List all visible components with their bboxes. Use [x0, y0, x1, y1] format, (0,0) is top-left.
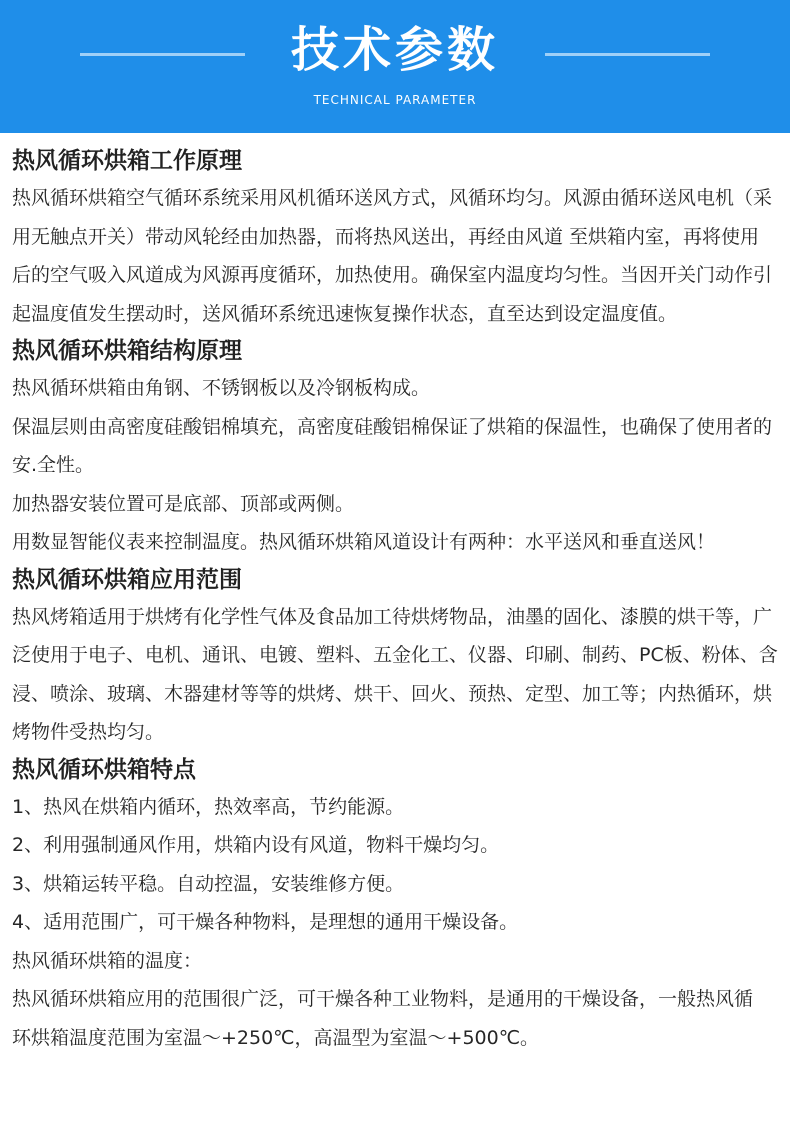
feature-item: 4、适用范围广，可干燥各种物料，是理想的通用干燥设备。 [12, 911, 519, 933]
article-body [0, 133, 790, 1057]
section-paragraph: 热风循环烘箱空气循环系统采用风机循环送风方式，风循环均匀。风源由循环送风电机（采用无触点开关）带动风轮经由加热器，而将热风送出，再经由风道 至烘箱内室，再将使用后的空气吸入风道成为风源再度循环，加热使用。确保室内温度均匀性。当因开关门动作引起温度值发生摆动时，送风循环系统迅速恢复操作状态，直至达到设定温度值。 [12, 187, 773, 325]
temperature-label: 热风循环烘箱的温度： [12, 949, 203, 972]
section-paragraph: 加热器安装位置可是底部、顶部或两侧。 [12, 492, 355, 515]
feature-item: 1、热风在烘箱内循环，热效率高，节约能源。 [12, 795, 405, 818]
section-heading: 热风循环烘箱特点 [12, 756, 196, 783]
section-application-scope [12, 562, 778, 752]
section-paragraph: 热风循环烘箱由角钢、不锈钢板以及冷钢板构成。 [12, 377, 431, 399]
section-heading: 热风循环烘箱应用范围 [12, 566, 242, 593]
temperature-range: 环烘箱温度范围为室温～+250℃，高温型为室温～+500℃。 [12, 1026, 540, 1049]
banner-subtitle: TECHNICAL PARAMETER [313, 93, 477, 107]
section-paragraph: 保温层则由高密度硅酸铝棉填充，高密度硅酸铝棉保证了烘箱的保温性，也确保了使用者的安.全性。 [12, 415, 773, 476]
section-heading: 热风循环烘箱结构原理 [12, 338, 242, 364]
section-working-principle [12, 143, 778, 333]
section-heading: 热风循环烘箱工作原理 [12, 148, 242, 174]
section-structure-principle [12, 333, 778, 562]
section-paragraph: 热风烤箱适用于烘烤有化学性气体及食品加工待烘烤物品，油墨的固化、漆膜的烘干等，广泛使用于电子、电机、通讯、电镀、塑料、五金化工、仪器、印刷、制药、PC板、粉体、含浸、喷涂、玻璃、木器建材等等的烘烤、烘干、回火、预热、定型、加工等；内热循环，烘烤物件受热均匀。 [12, 605, 778, 743]
feature-item: 2、利用强制通风作用，烘箱内设有风道，物料干燥均匀。 [12, 834, 500, 856]
section-features [12, 752, 778, 1058]
banner-title: 技术参数 [290, 22, 499, 78]
feature-item: 3、烘箱运转平稳。自动控温，安装维修方便。 [12, 872, 405, 895]
header-banner [0, 0, 790, 133]
banner-decor-line-right [545, 53, 710, 56]
temperature-description: 热风循环烘箱应用的范围很广泛，可干燥各种工业物料，是通用的干燥设备，一般热风循 [12, 988, 754, 1010]
section-paragraph: 用数显智能仪表来控制温度。热风循环烘箱风道设计有两种：水平送风和垂直送风！ [12, 531, 716, 553]
